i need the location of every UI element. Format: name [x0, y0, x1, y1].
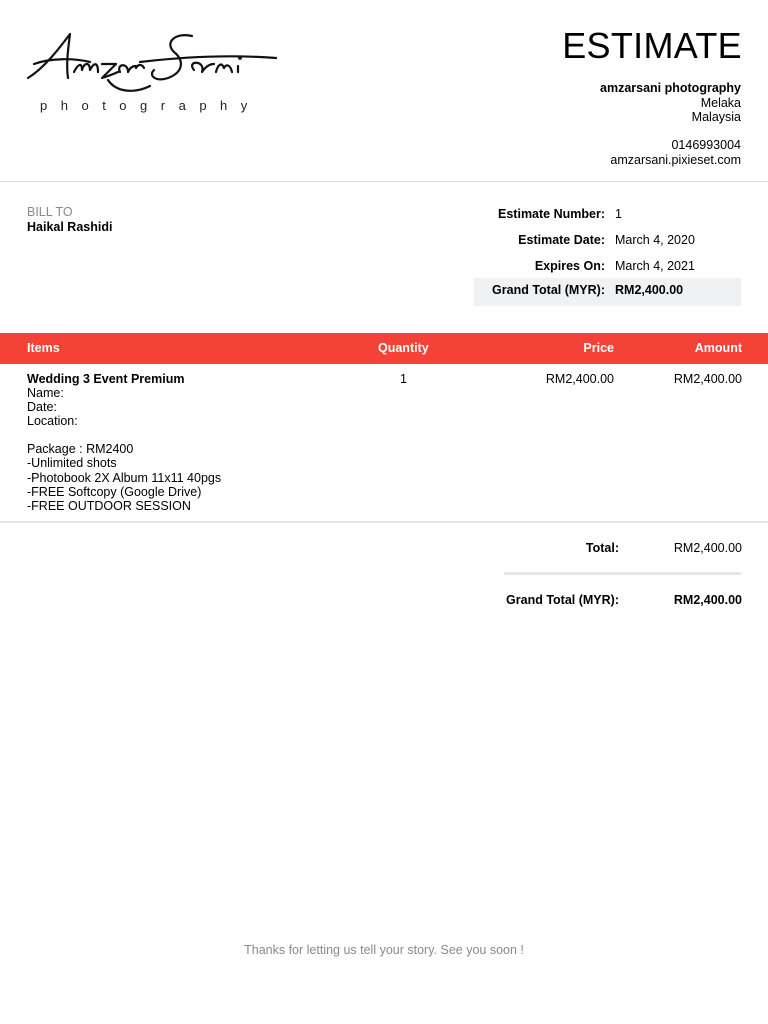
grand-total-label: Grand Total (MYR): — [506, 593, 619, 607]
items-table-header — [0, 333, 768, 364]
bill-to-name: Haikal Rashidi — [27, 220, 113, 234]
grand-total-value: RM2,400.00 — [673, 593, 742, 607]
total-label: Total: — [585, 541, 619, 555]
expires-label: Expires On: — [534, 259, 605, 273]
item-quantity: 1 — [400, 372, 407, 386]
total-value: RM2,400.00 — [673, 541, 742, 555]
expires-row — [474, 252, 741, 280]
estimate-number-value: 1 — [615, 207, 622, 221]
estimate-number-label: Estimate Number: — [498, 207, 605, 221]
logo-subtitle: photography — [40, 98, 261, 113]
bill-to-label: BILL TO — [27, 205, 73, 219]
item-description: Name: Date: Location: Package : RM2400 -Unlimited shots -Photobook 2X Album 11x11 40pgs -FREE Softcopy (Google Drive) -FREE OUTDOOR SESSION — [27, 386, 222, 513]
item-title: Wedding 3 Event Premium — [27, 372, 185, 386]
item-amount: RM2,400.00 — [673, 372, 742, 386]
table-bottom-divider — [0, 521, 768, 523]
header-amount: Amount — [694, 341, 742, 355]
company-contact — [610, 138, 741, 168]
footer-message: Thanks for letting us tell your story. See you soon ! — [244, 943, 524, 957]
company-website[interactable]: amzarsani.pixieset.com — [610, 153, 741, 167]
company-address — [600, 81, 741, 125]
expires-value: March 4, 2021 — [615, 259, 695, 273]
document-title: ESTIMATE — [562, 25, 742, 66]
estimate-date-value: March 4, 2020 — [615, 233, 695, 247]
company-city: Melaka — [700, 95, 741, 110]
header-quantity: Quantity — [378, 341, 429, 355]
header-divider — [0, 181, 768, 182]
estimate-number-row — [474, 200, 741, 228]
company-name: amzarsani photography — [600, 81, 741, 95]
brand-logo — [24, 28, 280, 116]
company-phone: 0146993004 — [671, 138, 741, 152]
totals-divider — [504, 572, 741, 575]
item-price: RM2,400.00 — [545, 372, 614, 386]
header-items: Items — [27, 341, 60, 355]
estimate-date-label: Estimate Date: — [518, 233, 605, 247]
meta-grand-total-label: Grand Total (MYR): — [492, 283, 605, 297]
header-price: Price — [583, 341, 614, 355]
meta-grand-total-row — [474, 278, 741, 306]
estimate-date-row — [474, 226, 741, 254]
meta-grand-total-value: RM2,400.00 — [615, 283, 684, 297]
signature-logo-graphic — [24, 28, 280, 98]
company-country: Malaysia — [691, 110, 741, 124]
